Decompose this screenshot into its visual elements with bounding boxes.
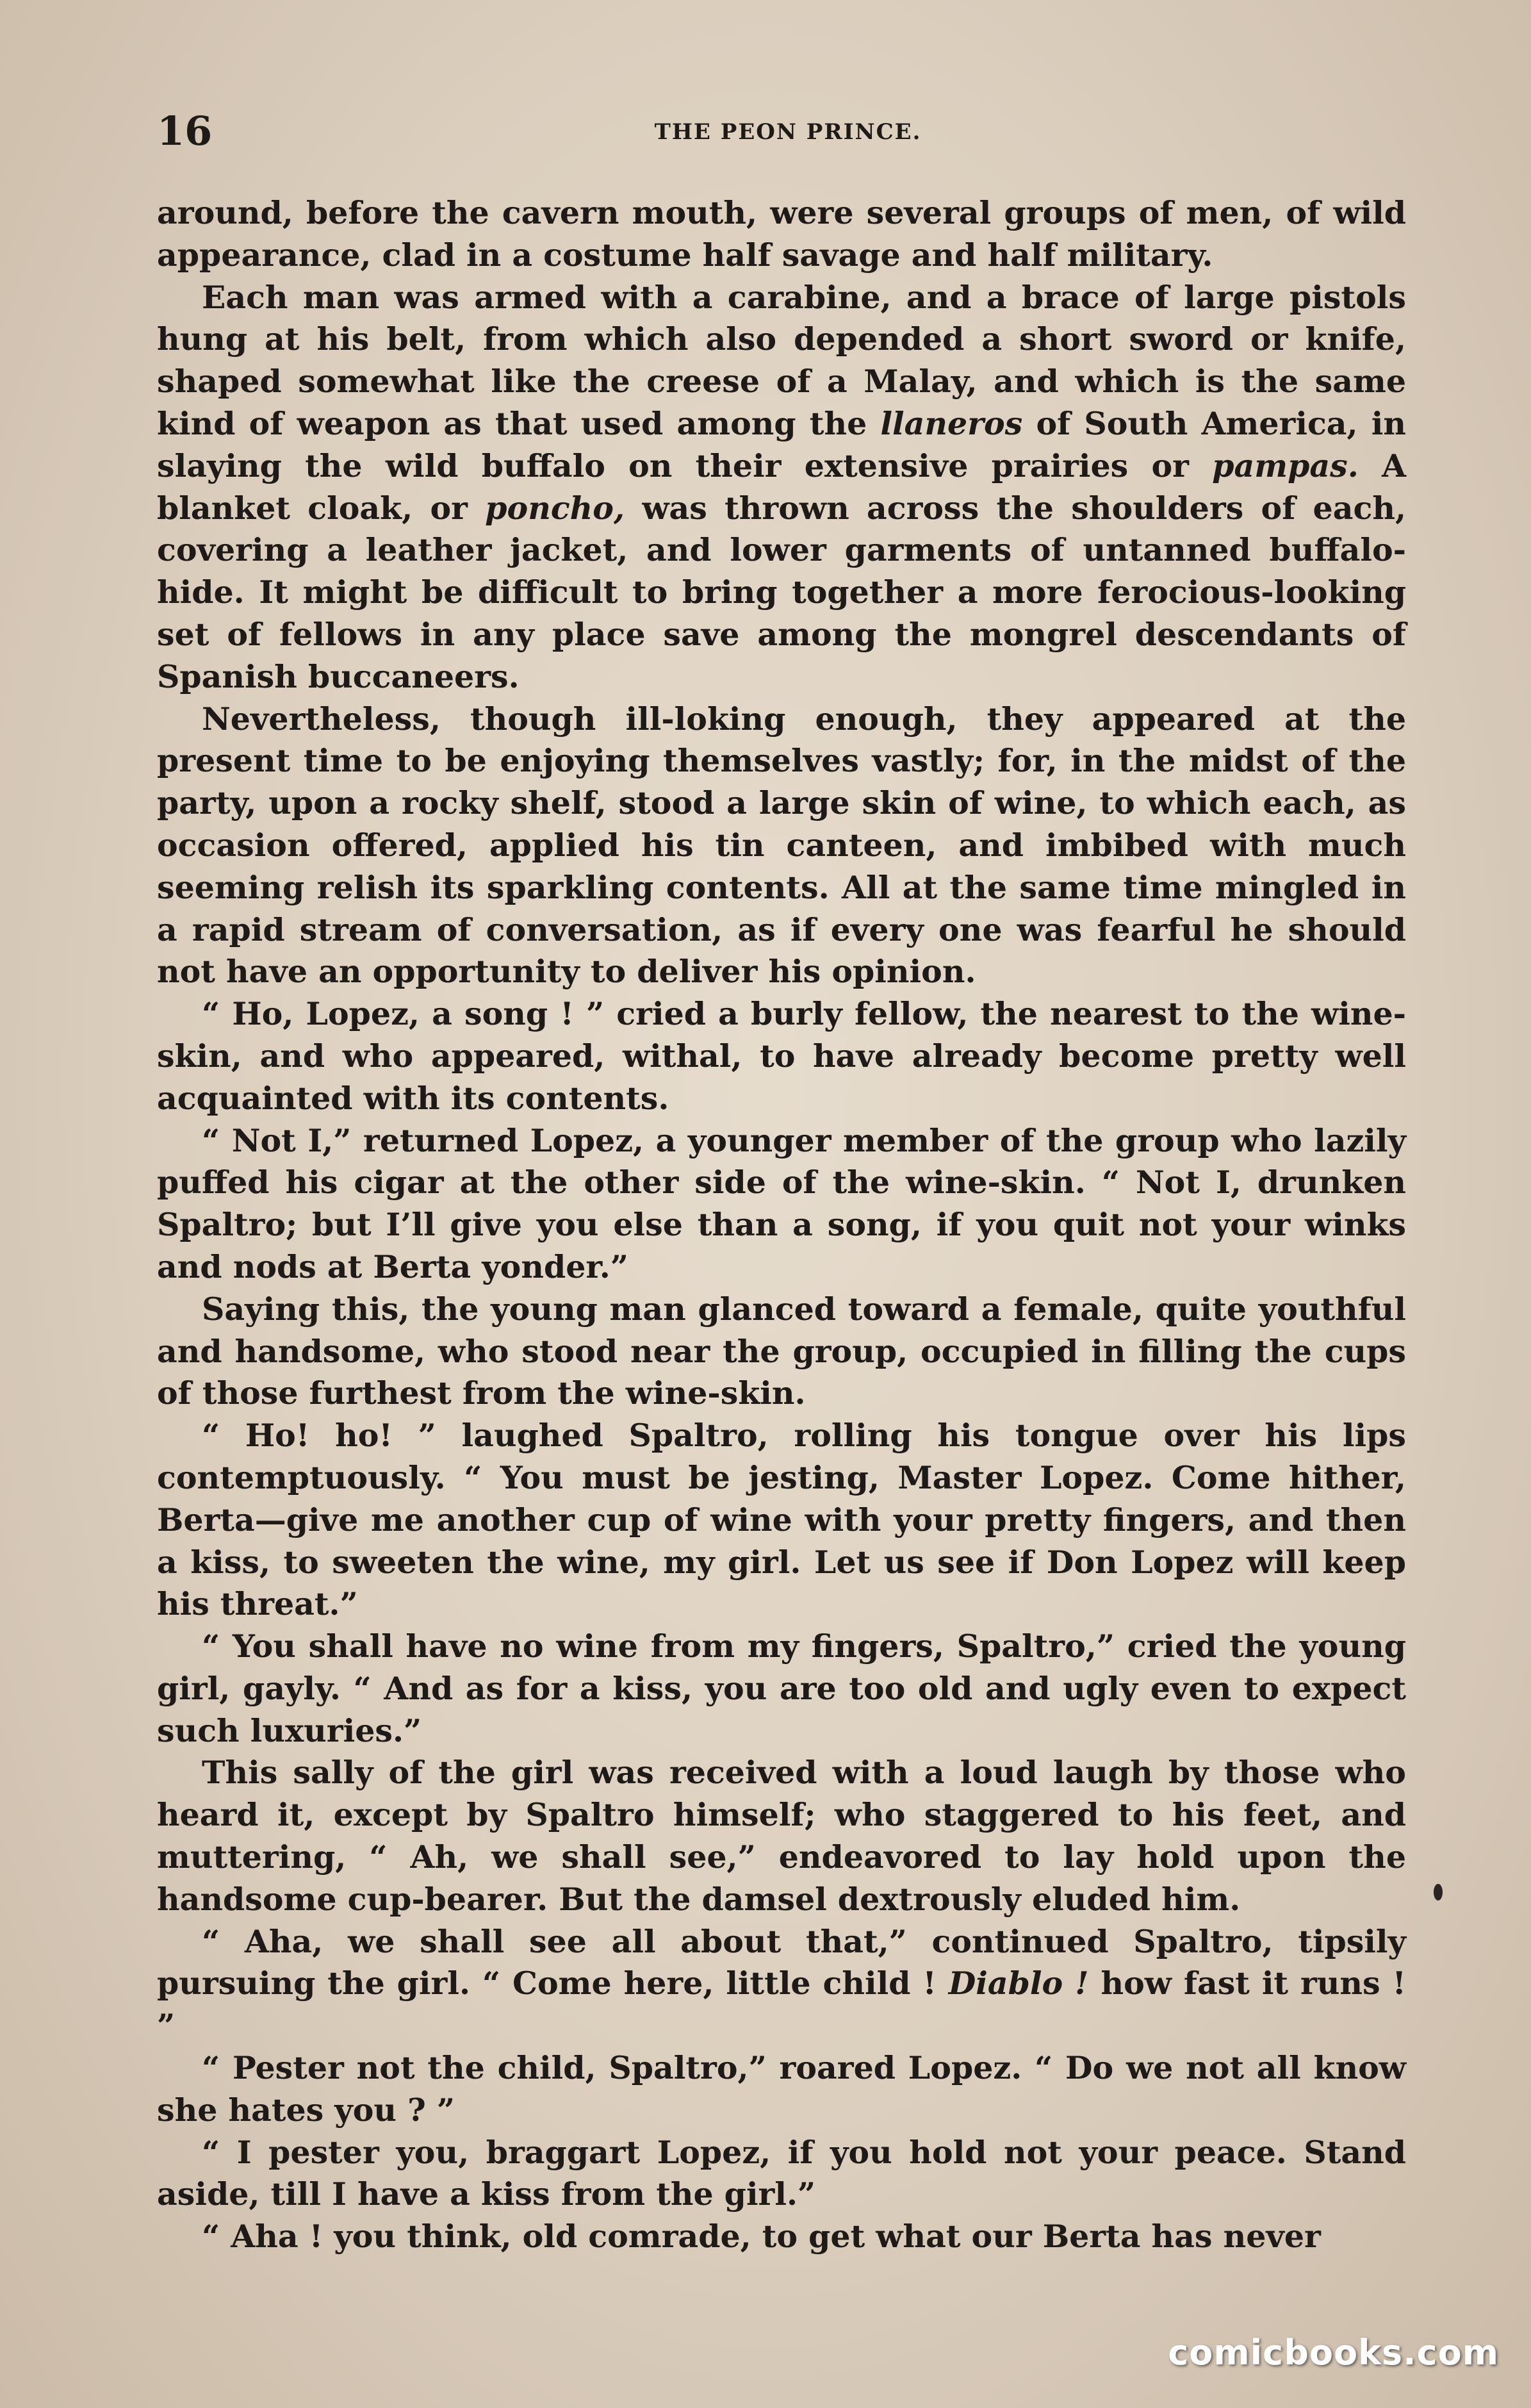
paragraph — [157, 1289, 1406, 1415]
page-header — [157, 108, 1419, 159]
text-run: “ Ho, Lopez, a song ! ” cried a burly fellow, the nearest to the wine-skin, and who appeared, withal, to have already become pretty well acquainted with its contents. — [157, 995, 1406, 1117]
italic-text: poncho, — [485, 489, 625, 527]
paragraph — [157, 698, 1406, 994]
italic-text: Diablo ! — [948, 1965, 1089, 2002]
text-run: of South America, in slaying the wild buffalo on their extensive prairies or — [157, 404, 1406, 484]
text-run: “ Aha ! you think, old comrade, to get what our Berta has never — [202, 2218, 1321, 2255]
paragraph — [157, 2216, 1406, 2258]
paragraph — [157, 993, 1406, 1119]
text-run: Each man was armed with a carabine, and a brace of large pistols hung at his belt, from which also depended a short sword or knife, shaped somewhat like the creese of a Malay, and which is the same kind of weapon as that used among the — [157, 278, 1406, 442]
paragraph — [157, 1626, 1406, 1752]
text-run: “ You shall have no wine from my fingers, Spaltro,” cried the young girl, gayly. “ And as for a kiss, you are too old and ugly even to expect such luxuries.” — [157, 1628, 1406, 1749]
italic-text: pampas. — [1212, 447, 1359, 484]
text-run: how fast it runs ! ” — [157, 1965, 1407, 2045]
text-run: “ Not I,” returned Lopez, a younger member of the group who lazily puffed his cigar at the other side of the wine-skin. “ Not I, drunken Spaltro; but I’ll give you else than a song, if you quit not your winks and nods at Berta yonder.” — [157, 1121, 1406, 1285]
text-run: Nevertheless, though ill-loking enough, they appeared at the present time to be enjoying themselves vastly; for, in the midst of the party, upon a rocky shelf, stood a large skin of wine, to which each, as occasion offered, applied his tin canteen, and imbibed with much seeming relish its sparkling contents. All at the same time mingled in a rapid stream of conversation, as if every one was fearful he should not have an opportunity to deliver his opinion. — [157, 700, 1406, 991]
text-run: This sally of the girl was received with a loud laugh by those who heard it, except by Spaltro himself; who staggered to his feet, and muttering, “ Ah, we shall see,” endeavored to lay hold upon the handsome cup-bearer. But the damsel dextrously eluded him. — [157, 1754, 1406, 1918]
body-text — [157, 192, 1406, 2258]
paragraph — [157, 1752, 1406, 1920]
text-run: around, before the cavern mouth, were several groups of men, of wild appearance, clad in a costume half savage and half military. — [157, 194, 1406, 274]
paragraph — [157, 2132, 1406, 2216]
paragraph — [157, 1921, 1406, 2047]
paragraph — [157, 1120, 1406, 1289]
text-run: “ Pester not the child, Spaltro,” roared Lopez. “ Do we not all know she hates you ? ” — [157, 2049, 1406, 2129]
paragraph — [157, 192, 1406, 277]
text-run: A blanket cloak, or — [157, 447, 1406, 527]
paragraph — [157, 1415, 1406, 1626]
ink-dot — [1434, 1884, 1443, 1901]
page-number: 16 — [157, 108, 213, 154]
italic-text: llaneros — [880, 404, 1023, 442]
paragraph — [157, 2047, 1406, 2132]
paragraph — [157, 277, 1406, 698]
watermark: comicbooks.com — [1168, 2332, 1499, 2373]
text-run: “ Ho! ho! ” laughed Spaltro, rolling his tongue over his lips contemptuously. “ You must be jesting, Master Lopez. Come hither, Berta—give me another cup of wine with your pretty fingers, and then a kiss, to sweeten the wine, my girl. Let us see if Don Lopez will keep his threat.” — [157, 1417, 1406, 1623]
text-run: Saying this, the young man glanced toward a female, quite youthful and handsome, who stood near the group, occupied in filling the cups of those furthest from the wine-skin. — [157, 1290, 1406, 1412]
running-title: THE PEON PRINCE. — [654, 119, 922, 145]
text-run: “ I pester you, braggart Lopez, if you hold not your peace. Stand aside, till I have a kiss from the girl.” — [157, 2133, 1406, 2213]
text-run: was thrown across the shoulders of each, covering a leather jacket, and lower garments of untanned buffalo-hide. It might be difficult to bring together a more ferocious-looking set of fellows in any place save among the mongrel descendants of Spanish buccaneers. — [157, 489, 1406, 695]
text-run: “ Aha, we shall see all about that,” continued Spaltro, tipsily pursuing the girl. “ Come here, little child ! — [157, 1922, 1406, 2002]
